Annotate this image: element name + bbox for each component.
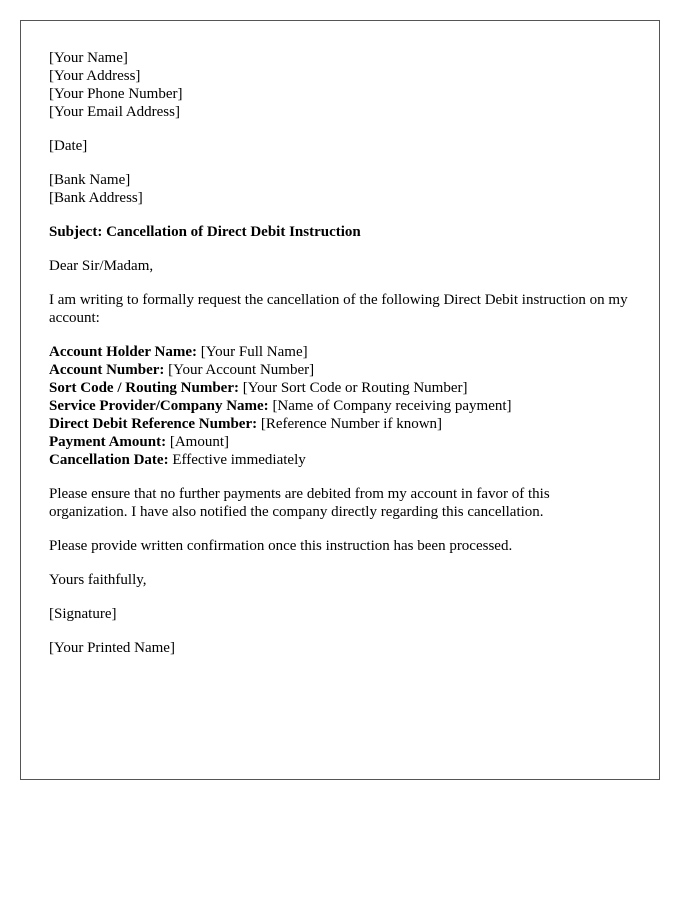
sender-block xyxy=(49,49,631,121)
signature-placeholder: [Signature] xyxy=(49,606,117,622)
sender-phone: [Your Phone Number] xyxy=(49,86,183,102)
letter-page xyxy=(20,20,660,780)
sender-email: [Your Email Address] xyxy=(49,104,180,120)
detail-row-reference-number xyxy=(49,415,631,433)
detail-label: Sort Code / Routing Number: xyxy=(49,380,239,396)
detail-row-sort-code xyxy=(49,379,631,397)
body-paragraph-1: Please ensure that no further payments are debited from my account in favor of this organization. I have also notified the company directly regarding this cancellation. xyxy=(49,486,550,520)
detail-label: Account Holder Name: xyxy=(49,344,198,360)
subject-line: Subject: Cancellation of Direct Debit Instruction xyxy=(49,224,361,240)
date-line: [Date] xyxy=(49,138,88,154)
detail-value: [Your Full Name] xyxy=(197,344,308,360)
detail-label: Account Number: xyxy=(49,362,165,378)
detail-row-service-provider xyxy=(49,397,631,415)
sender-name: [Your Name] xyxy=(49,50,128,66)
detail-value: [Amount] xyxy=(166,434,229,450)
body-paragraph-2: Please provide written confirmation once this instruction has been processed. xyxy=(49,538,513,554)
detail-row-cancellation-date xyxy=(49,451,631,469)
salutation: Dear Sir/Madam, xyxy=(49,258,154,274)
detail-value: [Reference Number if known] xyxy=(257,416,443,432)
detail-value: [Name of Company receiving payment] xyxy=(268,398,512,414)
bank-address: [Bank Address] xyxy=(49,190,143,206)
detail-label: Payment Amount: xyxy=(49,434,167,450)
detail-row-account-holder xyxy=(49,343,631,361)
printed-name: [Your Printed Name] xyxy=(49,640,175,656)
detail-row-payment-amount xyxy=(49,433,631,451)
detail-label: Cancellation Date: xyxy=(49,452,169,468)
sender-address: [Your Address] xyxy=(49,68,141,84)
detail-row-account-number xyxy=(49,361,631,379)
recipient-block xyxy=(49,171,631,207)
intro-paragraph: I am writing to formally request the cancellation of the following Direct Debit instruction on my account: xyxy=(49,292,628,326)
detail-value: [Your Account Number] xyxy=(164,362,315,378)
detail-label: Service Provider/Company Name: xyxy=(49,398,269,414)
detail-value: Effective immediately xyxy=(168,452,306,468)
details-list xyxy=(49,343,631,469)
detail-label: Direct Debit Reference Number: xyxy=(49,416,258,432)
closing: Yours faithfully, xyxy=(49,572,147,588)
detail-value: [Your Sort Code or Routing Number] xyxy=(239,380,468,396)
bank-name: [Bank Name] xyxy=(49,172,131,188)
